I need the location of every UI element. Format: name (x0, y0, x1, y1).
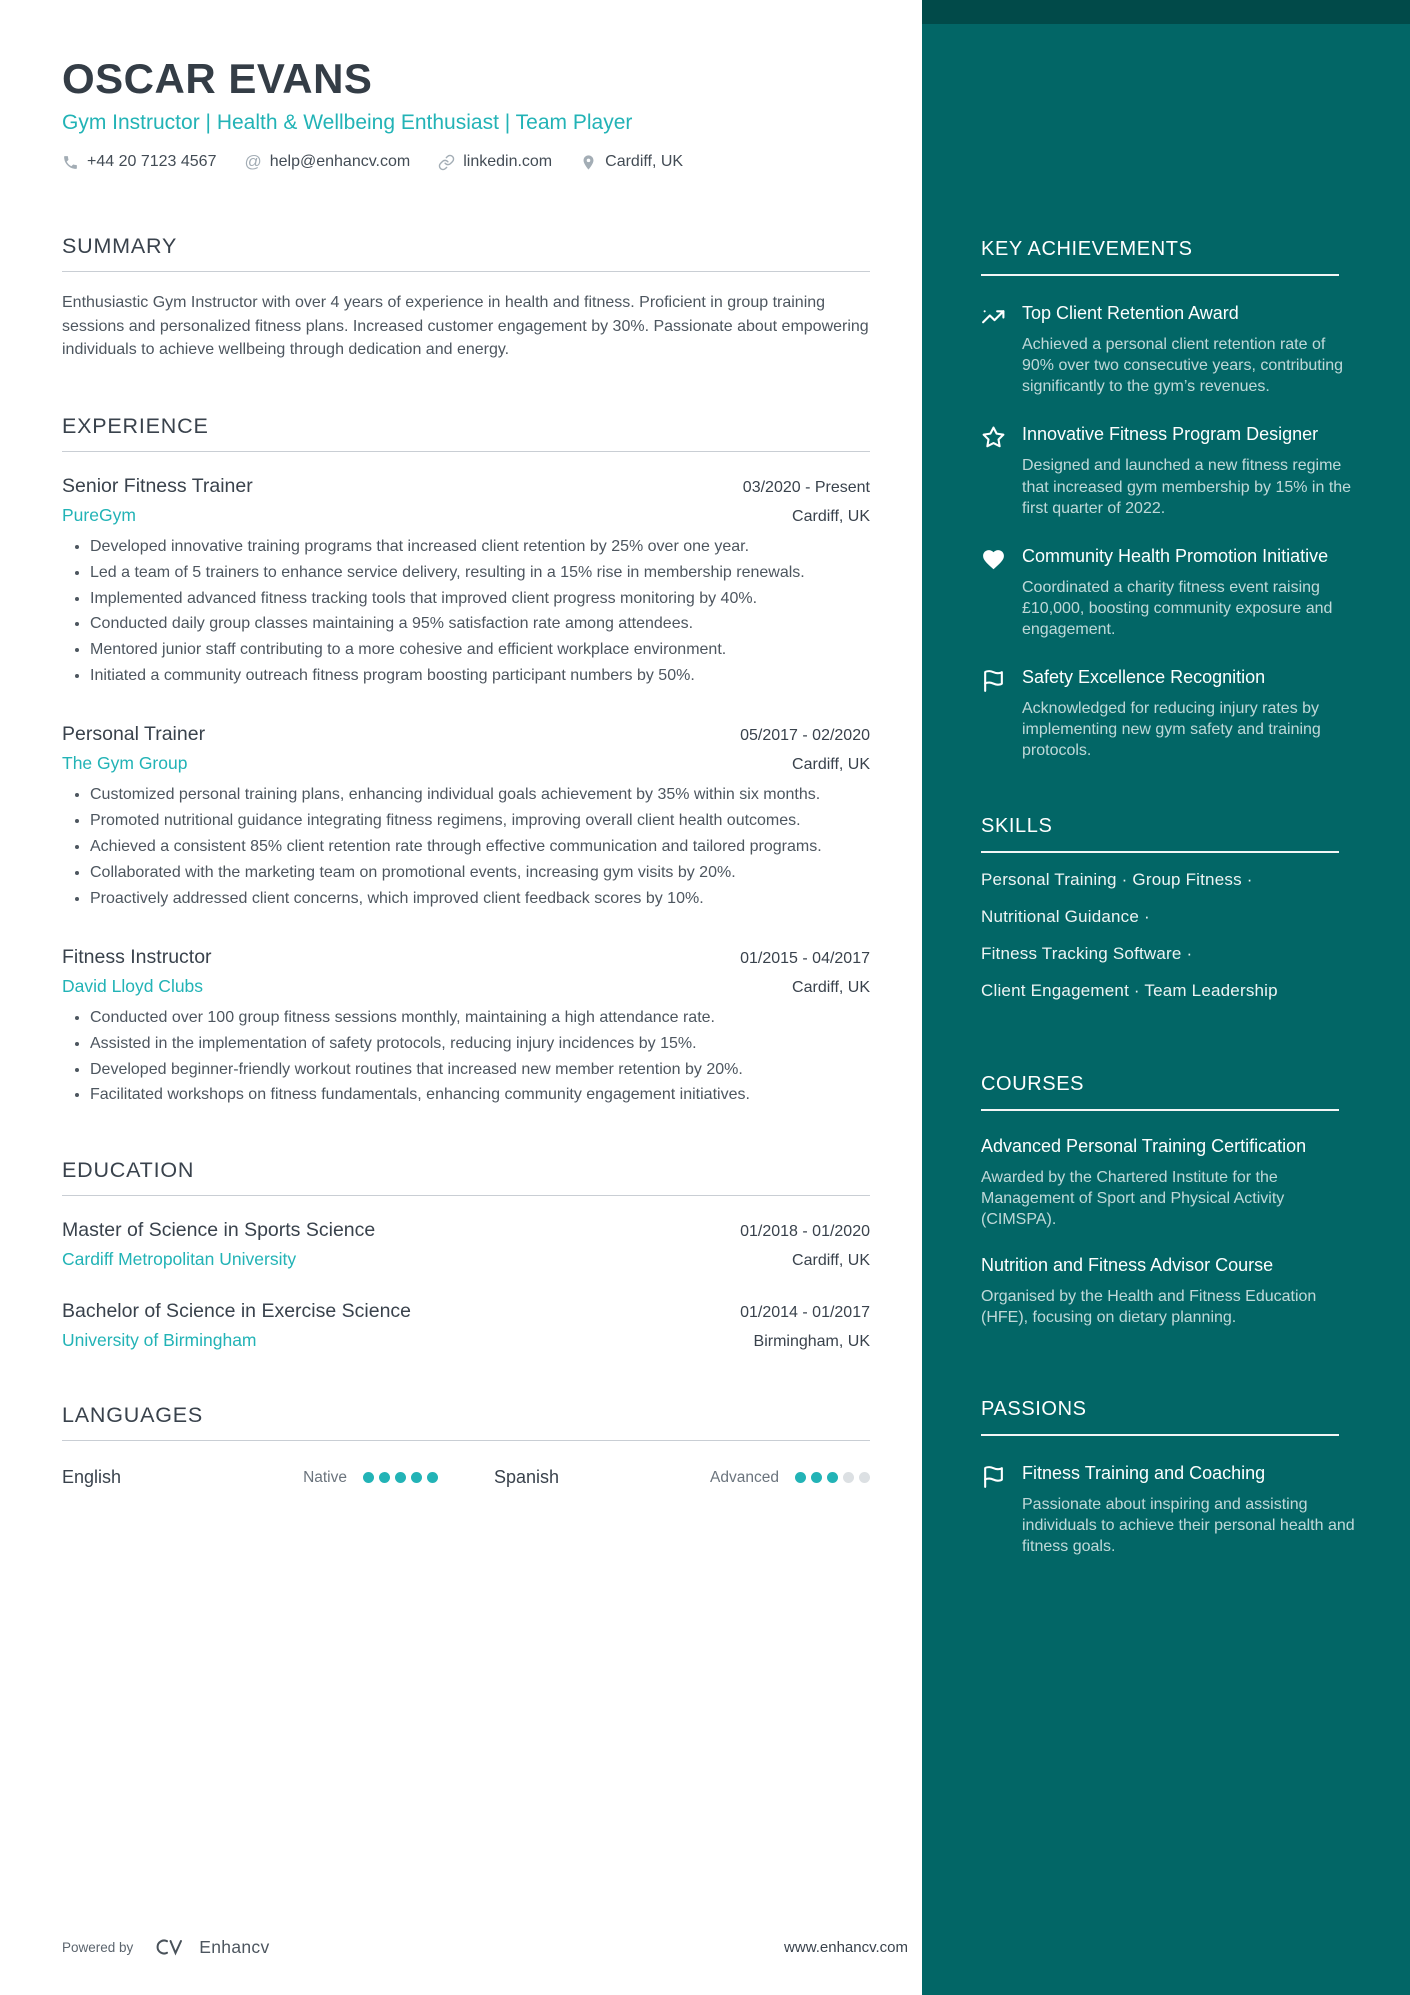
achievement-title: Top Client Retention Award (1022, 303, 1239, 323)
trending-up-icon (981, 302, 1007, 397)
language-item (62, 1467, 438, 1488)
bullet-item: • Led a team of 5 trainers to enhance service delivery, resulting in a 15% rise in membership renewals. (90, 562, 870, 584)
bullet-item: • Developed innovative training programs that increased client retention by 25% over one year. (90, 536, 870, 558)
achievement-title: Innovative Fitness Program Designer (1022, 424, 1319, 445)
achievement-item (981, 302, 1360, 397)
location-pin-icon (580, 154, 597, 171)
key-achievements-section (981, 238, 1360, 761)
section-heading: LANGUAGES (62, 1403, 204, 1428)
powered-by-label: Powered by (62, 1939, 134, 1955)
contact-phone (62, 153, 216, 171)
section-heading: KEY ACHIEVEMENTS (981, 238, 1193, 260)
contact-location (580, 153, 683, 171)
education-entry (62, 1219, 870, 1270)
school-location: Birmingham, UK (753, 1333, 870, 1351)
section-heading: SKILLS (981, 815, 1053, 838)
contact-link[interactable] (438, 153, 552, 171)
achievement-title: Safety Excellence Recognition (1022, 667, 1266, 688)
degree-title: Bachelor of Science in Exercise Science (62, 1300, 412, 1323)
contact-email-value[interactable]: help@enhancv.com (269, 153, 411, 171)
bullet-item: • Conducted over 100 group fitness sessions monthly, maintaining a high attendance rate. (90, 1007, 870, 1029)
bullet-item: • Assisted in the implementation of safety protocols, reducing injury incidences by 15%. (90, 1033, 870, 1055)
job-bullets (62, 536, 870, 687)
footer (62, 1935, 908, 1959)
sidebar (922, 0, 1410, 1995)
job-location: Cardiff, UK (792, 507, 870, 525)
job-title: Personal Trainer (62, 723, 206, 746)
language-level: Native (303, 1468, 347, 1486)
section-heading: COURSES (981, 1073, 1085, 1096)
contact-location-value: Cardiff, UK (605, 153, 684, 171)
footer-url[interactable]: www.enhancv.com (784, 1938, 908, 1956)
at-icon: @ (244, 152, 262, 172)
link-icon (438, 154, 455, 171)
brand-name[interactable]: Enhancv (199, 1936, 270, 1957)
section-divider (981, 851, 1339, 853)
education-entry (62, 1300, 870, 1351)
bullet-item: • Facilitated workshops on fitness fundamentals, enhancing community engagement initiatives. (90, 1084, 870, 1106)
contact-link-value[interactable]: linkedin.com (463, 153, 553, 171)
course-title: Advanced Personal Training Certification (981, 1136, 1307, 1157)
contact-row (62, 152, 870, 172)
skill-line: Client Engagement · Team Leadership (981, 981, 1278, 1001)
experience-section (62, 414, 870, 1107)
skill-line: Nutritional Guidance · (981, 907, 1150, 927)
course-item (981, 1254, 1360, 1328)
language-row (62, 1467, 870, 1488)
job-location: Cardiff, UK (792, 756, 870, 774)
job-title: Senior Fitness Trainer (62, 474, 253, 497)
achievement-item (981, 666, 1360, 761)
contact-phone-value: +44 20 7123 4567 (87, 153, 217, 171)
flag-icon (981, 1462, 1007, 1557)
job-bullets (62, 1007, 870, 1107)
enhancv-logo[interactable] (153, 1935, 269, 1959)
section-divider (62, 1195, 870, 1196)
summary-section (62, 234, 870, 362)
section-divider (981, 1109, 1339, 1111)
section-divider (62, 271, 870, 272)
enhancv-logo-icon (153, 1935, 189, 1959)
company-name: PureGym (62, 504, 136, 525)
achievement-item (981, 545, 1360, 640)
main-column (62, 0, 870, 1488)
bullet-item: • Mentored junior staff contributing to a more cohesive and efficient workplace environment. (90, 639, 870, 661)
job-dates: 05/2017 - 02/2020 (740, 727, 870, 745)
bullet-item: • Promoted nutritional guidance integrating fitness regimens, improving overall client health outcomes. (90, 810, 870, 832)
achievement-description: Coordinated a charity fitness event raising £10,000, boosting community exposure and engagement. (1022, 578, 1333, 638)
achievement-description: Acknowledged for reducing injury rates by implementing new gym safety and training protocols. (1022, 700, 1321, 760)
passion-item (981, 1462, 1360, 1557)
language-level: Advanced (710, 1468, 779, 1486)
course-description: Organised by the Health and Fitness Education (HFE), focusing on dietary planning. (981, 1287, 1317, 1326)
language-item (494, 1467, 870, 1488)
passion-description: Passionate about inspiring and assisting individuals to achieve their personal health and fitness goals. (1022, 1495, 1355, 1556)
course-title: Nutrition and Fitness Advisor Course (981, 1255, 1274, 1276)
section-divider (62, 451, 870, 452)
company-name: The Gym Group (62, 753, 188, 774)
achievement-description: Achieved a personal client retention rate of 90% over two consecutive years, contributing significantly to the gym’s revenues. (1022, 336, 1344, 396)
language-name: Spanish (494, 1467, 560, 1488)
language-dots (363, 1472, 438, 1483)
achievement-title: Community Health Promotion Initiative (1022, 545, 1329, 566)
company-name: David Lloyd Clubs (62, 975, 204, 996)
section-divider (981, 1434, 1339, 1436)
heart-icon (981, 545, 1007, 640)
school-name: University of Birmingham (62, 1330, 257, 1351)
skill-line: Fitness Tracking Software · (981, 944, 1193, 964)
job-dates: 01/2015 - 04/2017 (740, 949, 870, 967)
courses-section (981, 1073, 1360, 1327)
school-name: Cardiff Metropolitan University (62, 1249, 297, 1270)
achievement-item (981, 423, 1360, 518)
bullet-item: • Implemented advanced fitness tracking tools that improved client progress monitoring by 40%. (90, 588, 870, 610)
bullet-item: • Initiated a community outreach fitness program boosting participant numbers by 50%. (90, 665, 870, 687)
bullet-item: • Developed beginner-friendly workout routines that increased new member retention by 20%. (90, 1059, 870, 1081)
job-entry (62, 946, 870, 1107)
contact-email[interactable] (244, 152, 410, 172)
job-title: Fitness Instructor (62, 945, 212, 968)
flag-icon (981, 666, 1007, 761)
skills-section (981, 815, 1360, 1001)
star-icon (981, 423, 1007, 518)
job-dates: 03/2020 - Present (742, 478, 870, 496)
passion-title: Fitness Training and Coaching (1022, 1462, 1266, 1483)
page-title: OSCAR EVANS (62, 55, 373, 102)
section-heading: EXPERIENCE (62, 413, 209, 438)
languages-section (62, 1403, 870, 1488)
school-location: Cardiff, UK (792, 1252, 870, 1270)
section-heading: EDUCATION (62, 1158, 195, 1183)
bullet-item: • Conducted daily group classes maintaining a 95% satisfaction rate among attendees. (90, 613, 870, 635)
job-entry (62, 475, 870, 687)
section-heading: SUMMARY (62, 234, 178, 259)
degree-dates: 01/2018 - 01/2020 (740, 1223, 870, 1241)
section-divider (62, 1440, 870, 1441)
sidebar-top-strip (922, 0, 1410, 24)
education-section (62, 1158, 870, 1351)
summary-text: Enthusiastic Gym Instructor with over 4 years of experience in health and fitness. Proficient in group training sessions and personalized fitness plans. Increased customer engagement by 30%. Passionate about empowering individuals to achieve wellbeing through dedication and energy. (62, 294, 869, 359)
achievement-description: Designed and launched a new fitness regime that increased gym membership by 15% in the first quarter of 2022. (1022, 457, 1352, 517)
language-name: English (62, 1467, 122, 1488)
bullet-item: • Proactively addressed client concerns, which improved client feedback scores by 10%. (90, 888, 870, 910)
job-entry (62, 723, 870, 910)
passions-section (981, 1398, 1360, 1557)
degree-dates: 01/2014 - 01/2017 (740, 1304, 870, 1322)
bullet-item: • Achieved a consistent 85% client retention rate through effective communication and tailored programs. (90, 836, 870, 858)
language-dots (795, 1472, 870, 1483)
headline: Gym Instructor | Health & Wellbeing Enthusiast | Team Player (62, 111, 633, 135)
bullet-item: • Collaborated with the marketing team on promotional events, increasing gym visits by 20%. (90, 862, 870, 884)
course-description: Awarded by the Chartered Institute for the Management of Sport and Physical Activity (CIMSPA). (981, 1168, 1285, 1229)
phone-icon (62, 154, 79, 171)
section-heading: PASSIONS (981, 1397, 1087, 1420)
job-location: Cardiff, UK (792, 978, 870, 996)
section-divider (981, 274, 1339, 276)
skill-line: Personal Training · Group Fitness · (981, 870, 1253, 890)
course-item (981, 1135, 1360, 1230)
degree-title: Master of Science in Sports Science (62, 1219, 376, 1242)
bullet-item: • Customized personal training plans, enhancing individual goals achievement by 35% within six months. (90, 784, 870, 806)
job-bullets (62, 784, 870, 910)
